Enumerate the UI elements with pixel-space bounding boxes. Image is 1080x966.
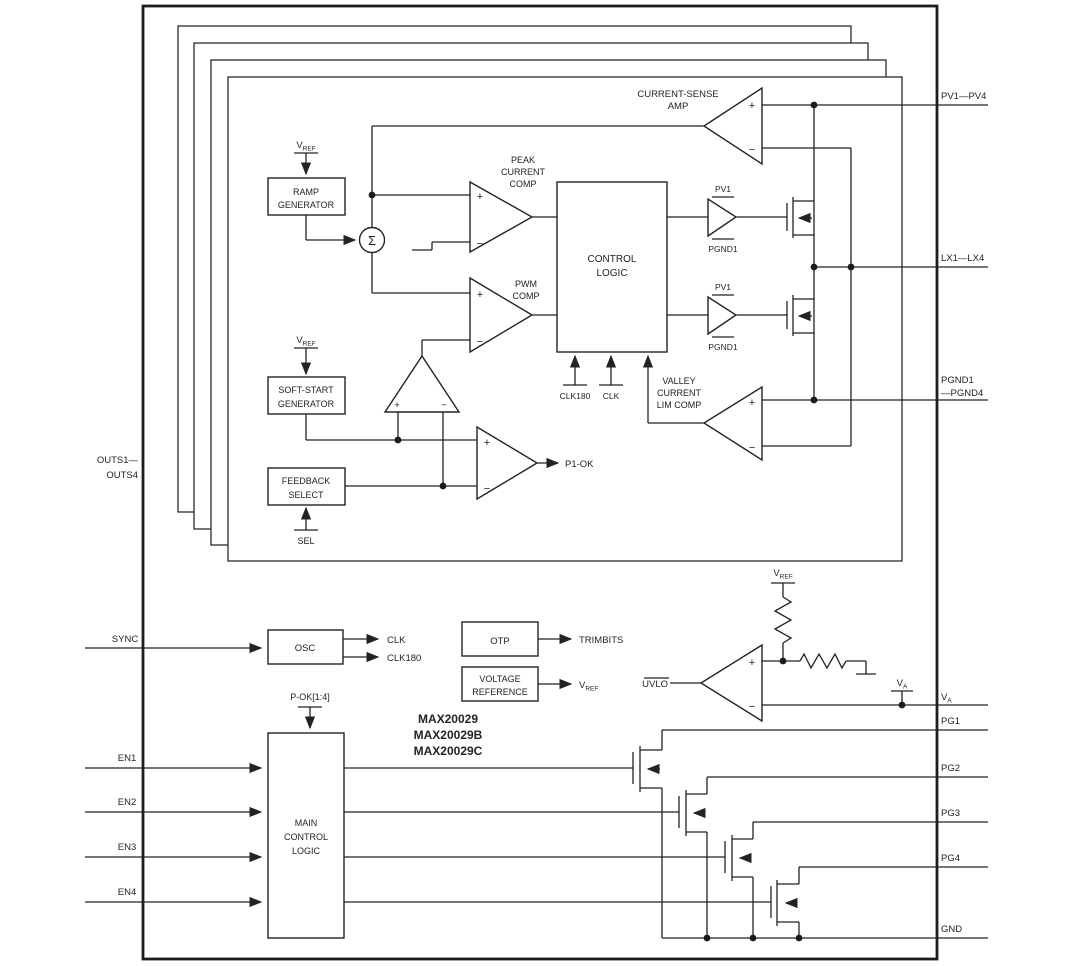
vref-v: V bbox=[773, 568, 780, 579]
pin-outs-label-1: OUTS1— bbox=[96, 455, 138, 466]
pwm-comp-label-1: PWM bbox=[515, 279, 537, 289]
feedback-select-label-1: FEEDBACK bbox=[281, 476, 331, 486]
pin-en1-label: EN1 bbox=[117, 753, 137, 764]
trimbits-label: TRIMBITS bbox=[579, 635, 624, 646]
pin-pg3-label: PG3 bbox=[941, 808, 961, 819]
vref-sub: REF bbox=[302, 145, 316, 153]
plus-sign: + bbox=[748, 657, 756, 669]
pin-en3-label: EN3 bbox=[117, 842, 137, 853]
feedback-select-label-2: SELECT bbox=[288, 490, 324, 500]
ramp-generator-label-1: RAMP bbox=[292, 187, 320, 197]
minus-sign: − bbox=[476, 336, 484, 348]
vref-v: V bbox=[296, 140, 303, 151]
control-logic-label-1: CONTROL bbox=[587, 254, 637, 265]
plus-sign: + bbox=[476, 191, 484, 203]
current-sense-amp-label-2: AMP bbox=[667, 101, 689, 112]
va-v: V bbox=[941, 692, 948, 703]
pwm-comp-label-2: COMP bbox=[512, 291, 540, 301]
pgnd1-rail-label: PGND1 bbox=[708, 244, 738, 254]
va-v: V bbox=[896, 678, 903, 689]
minus-sign: − bbox=[748, 144, 756, 156]
control-logic-label-2: LOGIC bbox=[596, 268, 628, 279]
ramp-generator-label-2: GENERATOR bbox=[277, 200, 335, 210]
pin-pgnd-label-2: —PGND4 bbox=[941, 388, 984, 399]
vref-sub: REF bbox=[302, 340, 316, 348]
pok-bus-label: P-OK[1:4] bbox=[290, 692, 330, 702]
minus-sign: − bbox=[441, 400, 447, 411]
pv1-rail-label: PV1 bbox=[714, 282, 732, 292]
peak-comp-label-3: COMP bbox=[509, 179, 537, 189]
pv1-rail-label: PV1 bbox=[714, 184, 732, 194]
part-number-2: MAX20029B bbox=[413, 728, 483, 742]
vref-sub: REF bbox=[779, 573, 793, 581]
p1ok-label: P1-OK bbox=[565, 459, 594, 470]
plus-sign: + bbox=[476, 289, 484, 301]
minus-sign: − bbox=[748, 701, 756, 713]
pin-sync-label: SYNC bbox=[111, 634, 139, 645]
chip-outline bbox=[143, 6, 937, 959]
pin-en4-label: EN4 bbox=[117, 887, 137, 898]
plus-sign: + bbox=[394, 400, 400, 411]
part-number-3: MAX20029C bbox=[413, 744, 483, 758]
current-sense-amp-label-1: CURRENT-SENSE bbox=[637, 89, 719, 100]
valley-comp-label-2: CURRENT bbox=[657, 388, 701, 398]
soft-start-label-1: SOFT-START bbox=[278, 385, 334, 395]
voltage-reference-label-1: VOLTAGE bbox=[479, 674, 521, 684]
valley-comp-label-1: VALLEY bbox=[662, 376, 696, 386]
plus-sign: + bbox=[748, 100, 756, 112]
minus-sign: − bbox=[483, 483, 491, 495]
pin-en2-label: EN2 bbox=[117, 797, 137, 808]
clk-input-label: CLK bbox=[602, 391, 620, 401]
pin-pg1-label: PG1 bbox=[941, 716, 961, 727]
plus-sign: + bbox=[483, 437, 491, 449]
pin-pg2-label: PG2 bbox=[941, 763, 961, 774]
sel-label: SEL bbox=[297, 536, 315, 546]
plus-sign: + bbox=[748, 397, 756, 409]
vref-v: V bbox=[296, 335, 303, 346]
minus-sign: − bbox=[476, 238, 484, 250]
clk180-out-label: CLK180 bbox=[387, 653, 422, 664]
pgnd1-rail-label: PGND1 bbox=[708, 342, 738, 352]
pin-pg4-label: PG4 bbox=[941, 853, 961, 864]
valley-comp-label-3: LIM COMP bbox=[656, 400, 702, 410]
part-number-1: MAX20029 bbox=[417, 712, 479, 726]
va-sub: A bbox=[903, 683, 908, 691]
peak-comp-label-1: PEAK bbox=[510, 155, 536, 165]
uvlo-label: UVLO bbox=[642, 679, 668, 690]
pin-gnd-label: GND bbox=[941, 924, 963, 935]
va-sub: A bbox=[947, 697, 952, 705]
sigma-icon: Σ bbox=[367, 233, 377, 248]
main-control-label-2: CONTROL bbox=[283, 832, 329, 842]
soft-start-label-2: GENERATOR bbox=[277, 399, 335, 409]
pin-va-label bbox=[941, 692, 952, 705]
peak-comp-label-2: CURRENT bbox=[501, 167, 545, 177]
pin-lx-label: LX1—LX4 bbox=[941, 253, 985, 264]
voltage-reference-label-2: REFERENCE bbox=[472, 687, 528, 697]
vref-v: V bbox=[579, 680, 586, 691]
pin-pv-label: PV1—PV4 bbox=[941, 91, 987, 102]
vref-sub: REF bbox=[585, 685, 599, 693]
pin-pgnd-label-1: PGND1 bbox=[941, 375, 974, 386]
otp-label: OTP bbox=[490, 636, 510, 647]
main-control-label-3: LOGIC bbox=[291, 846, 321, 856]
clk-out-label: CLK bbox=[387, 635, 406, 646]
pin-outs-label-2: OUTS4 bbox=[106, 470, 138, 481]
control-logic-box bbox=[557, 182, 667, 352]
minus-sign: − bbox=[748, 442, 756, 454]
main-control-label-1: MAIN bbox=[294, 818, 318, 828]
clk180-input-label: CLK180 bbox=[559, 391, 591, 401]
osc-label: OSC bbox=[294, 643, 316, 654]
